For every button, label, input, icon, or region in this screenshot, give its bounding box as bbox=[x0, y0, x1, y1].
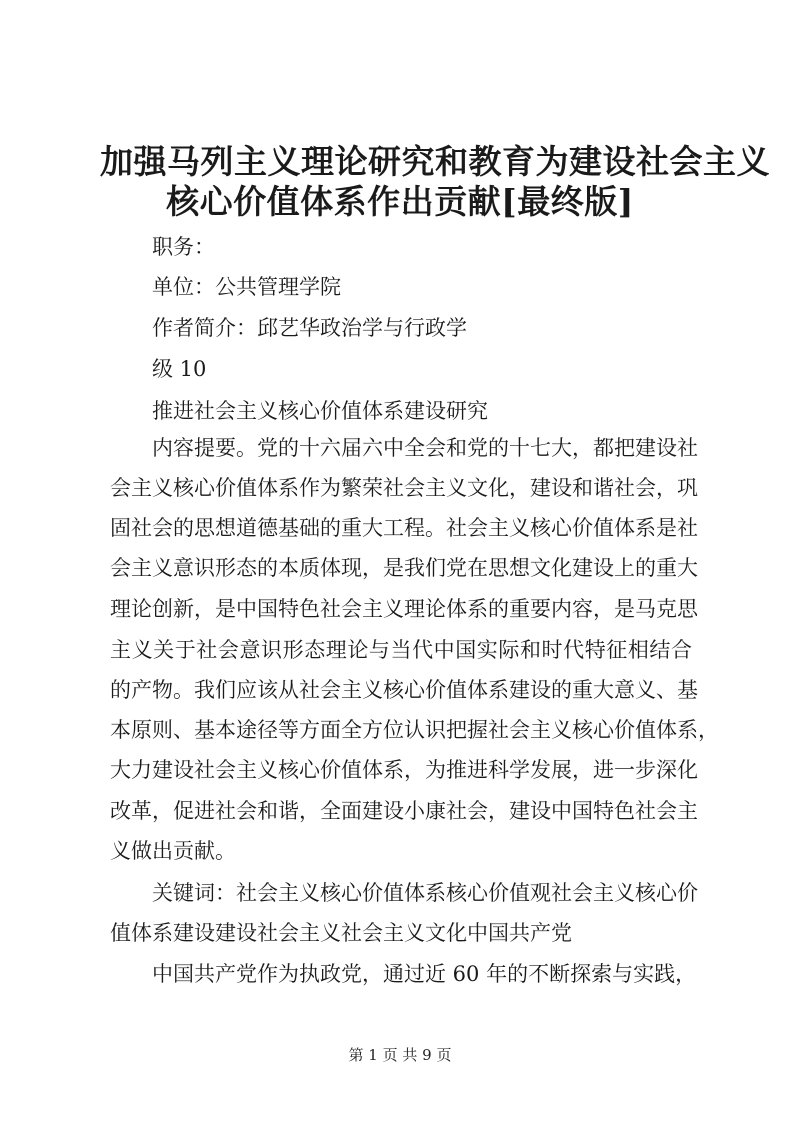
body-line: 中国共产党作为执政党，通过近 60 年的不断探索与实践， bbox=[152, 962, 697, 986]
grade-field: 级 10 bbox=[152, 357, 207, 381]
keywords-line: 关键词：社会主义核心价值体系核心价值观社会主义核心价 bbox=[152, 881, 698, 905]
abstract-line: 会主义核心价值体系作为繁荣社会主义文化，建设和谐社会，巩 bbox=[110, 476, 698, 500]
abstract-line: 固社会的思想道德基础的重大工程。社会主义核心价值体系是社 bbox=[110, 516, 698, 540]
author-intro-field: 作者简介：邱艺华政治学与行政学 bbox=[152, 316, 467, 340]
abstract-line: 主义关于社会意识形态理论与当代中国实际和时代特征相结合 bbox=[110, 638, 692, 662]
position-field: 职务： bbox=[152, 235, 215, 259]
page-footer: 第 1 页 共 9 页 bbox=[348, 1046, 452, 1064]
abstract-line: 义做出贡献。 bbox=[110, 839, 236, 863]
keywords-line: 值体系建设建设社会主义社会主义文化中国共产党 bbox=[110, 921, 572, 945]
abstract-line: 的产物。我们应该从社会主义核心价值体系建设的重大意义、基 bbox=[110, 678, 698, 702]
abstract-line: 改革，促进社会和谐，全面建设小康社会，建设中国特色社会主 bbox=[110, 799, 698, 823]
document-title-line-2: 核心价值体系作出贡献[最终版] bbox=[166, 182, 634, 221]
abstract-line: 会主义意识形态的本质体现，是我们党在思想文化建设上的重大 bbox=[110, 556, 698, 580]
abstract-line: 内容提要。党的十六届六中全会和党的十七大，都把建设社 bbox=[152, 436, 698, 460]
abstract-line: 本原则、基本途径等方面全方位认识把握社会主义核心价值体系， bbox=[110, 718, 719, 742]
unit-field: 单位：公共管理学院 bbox=[152, 275, 341, 299]
document-title-line-1: 加强马列主义理论研究和教育为建设社会主义 bbox=[100, 142, 770, 181]
section-subtitle: 推进社会主义核心价值体系建设研究 bbox=[152, 399, 488, 423]
abstract-line: 理论创新，是中国特色社会主义理论体系的重要内容，是马克思 bbox=[110, 597, 698, 621]
abstract-line: 大力建设社会主义核心价值体系，为推进科学发展，进一步深化 bbox=[110, 758, 698, 782]
